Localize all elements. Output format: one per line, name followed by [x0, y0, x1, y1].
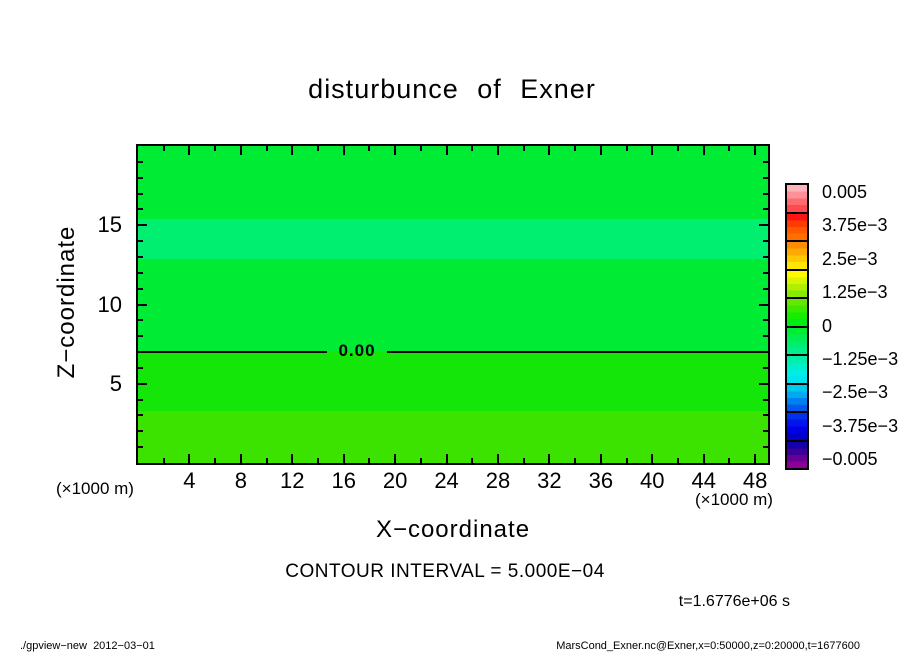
- x-major-tick: [600, 454, 602, 463]
- y-minor-tick: [138, 272, 143, 274]
- footer-file-text: MarsCond_Exner.nc@Exner,x=0:50000,z=0:20000,t=1677600: [556, 640, 860, 652]
- colorbar-box: [787, 299, 807, 328]
- x-minor-tick: [574, 146, 576, 151]
- time-text: t=1.6776e+06 s: [678, 593, 790, 610]
- x-tick-label: 48: [742, 468, 768, 493]
- colorbar: [785, 183, 809, 470]
- y-major-tick: [138, 383, 147, 385]
- x-minor-tick: [368, 458, 370, 463]
- y-minor-tick: [763, 288, 768, 290]
- x-minor-tick: [626, 146, 628, 151]
- y-minor-tick: [763, 256, 768, 258]
- x-tick-label: 4: [183, 468, 196, 493]
- y-minor-tick: [138, 430, 143, 432]
- contour-interval-text: CONTOUR INTERVAL = 5.000E−04: [285, 561, 605, 582]
- x-major-tick: [497, 146, 499, 155]
- colorbar-tick-label: 0.005: [822, 182, 868, 202]
- x-major-tick: [651, 454, 653, 463]
- x-tick-label: 44: [691, 468, 716, 493]
- x-minor-tick: [266, 458, 268, 463]
- colorbar-box: [787, 356, 807, 385]
- y-minor-tick: [138, 446, 143, 448]
- colorbar-tick-label: −0.005: [822, 449, 878, 470]
- x-major-tick: [188, 146, 190, 155]
- colorbar-tick-label: 0: [822, 315, 833, 336]
- x-tick-label: 12: [280, 468, 305, 493]
- x-minor-tick: [317, 458, 319, 463]
- x-minor-tick: [574, 458, 576, 463]
- y-minor-tick: [763, 399, 768, 401]
- y-tick-label: 10: [97, 291, 122, 317]
- colorbar-box: [787, 328, 807, 357]
- footer-command-text: ./gpview−new 2012−03−01: [20, 640, 155, 652]
- x-minor-tick: [523, 146, 525, 151]
- x-major-tick: [446, 454, 448, 463]
- y-major-tick: [138, 304, 147, 306]
- y-axis-title: Z−coordinate: [53, 225, 80, 379]
- y-minor-tick: [763, 351, 768, 353]
- x-major-tick: [291, 146, 293, 155]
- x-minor-tick: [420, 458, 422, 463]
- y-minor-tick: [763, 177, 768, 179]
- x-minor-tick: [523, 458, 525, 463]
- x-minor-tick: [728, 146, 730, 151]
- x-tick-label: 32: [537, 468, 562, 493]
- y-minor-tick: [763, 414, 768, 416]
- y-minor-tick: [763, 208, 768, 210]
- y-minor-tick: [138, 256, 143, 258]
- y-minor-tick: [138, 351, 143, 353]
- x-major-tick: [188, 454, 190, 463]
- y-major-tick: [759, 224, 768, 226]
- x-major-tick: [394, 146, 396, 155]
- y-minor-tick: [138, 161, 143, 163]
- x-tick-label: 24: [434, 468, 459, 493]
- x-tick-label: 8: [234, 468, 247, 493]
- y-minor-tick: [763, 319, 768, 321]
- y-minor-tick: [138, 288, 143, 290]
- x-minor-tick: [471, 458, 473, 463]
- y-minor-tick: [763, 193, 768, 195]
- colorbar-box: [787, 185, 807, 214]
- colorbar-tick-label: −1.25e−3: [822, 349, 899, 369]
- x-major-tick: [240, 146, 242, 155]
- y-major-tick: [759, 383, 768, 385]
- x-major-tick: [240, 454, 242, 463]
- plot-title: disturbunce of Exner: [308, 74, 596, 104]
- y-axis-unit: (×1000 m): [56, 479, 134, 498]
- zero-contour-label: 0.00: [338, 341, 376, 360]
- y-minor-tick: [138, 193, 143, 195]
- y-tick-label: 15: [97, 212, 122, 238]
- x-major-tick: [497, 454, 499, 463]
- x-major-tick: [754, 146, 756, 155]
- y-minor-tick: [138, 367, 143, 369]
- x-major-tick: [291, 454, 293, 463]
- x-tick-label: 40: [640, 468, 665, 493]
- colorbar-tick-label: 1.25e−3: [822, 282, 888, 303]
- y-minor-tick: [763, 367, 768, 369]
- x-major-tick: [600, 146, 602, 155]
- x-minor-tick: [420, 146, 422, 151]
- colorbar-tick-label: −2.5e−3: [822, 382, 889, 403]
- colorbar-tick-label: 2.5e−3: [822, 248, 878, 269]
- x-major-tick: [343, 146, 345, 155]
- x-major-tick: [651, 146, 653, 155]
- x-axis-title: X−coordinate: [375, 516, 531, 543]
- x-axis-unit: (×1000 m): [695, 490, 773, 509]
- colorbar-box: [787, 442, 807, 469]
- x-major-tick: [548, 146, 550, 155]
- x-major-tick: [343, 454, 345, 463]
- x-minor-tick: [677, 146, 679, 151]
- x-minor-tick: [317, 146, 319, 151]
- y-minor-tick: [138, 399, 143, 401]
- colorbar-box: [787, 214, 807, 243]
- x-major-tick: [394, 454, 396, 463]
- x-minor-tick: [214, 146, 216, 151]
- x-major-tick: [703, 146, 705, 155]
- y-minor-tick: [138, 240, 143, 242]
- x-major-tick: [754, 454, 756, 463]
- x-tick-label: 16: [331, 468, 356, 493]
- x-tick-label: 28: [485, 468, 511, 493]
- x-major-tick: [548, 454, 550, 463]
- colorbar-box: [787, 271, 807, 300]
- x-tick-label: 20: [382, 468, 408, 493]
- x-minor-tick: [728, 458, 730, 463]
- colorbar-box: [787, 413, 807, 442]
- x-minor-tick: [163, 146, 165, 151]
- y-tick-label: 5: [109, 370, 122, 396]
- y-minor-tick: [138, 177, 143, 179]
- x-minor-tick: [163, 458, 165, 463]
- x-tick-label: 36: [588, 468, 614, 493]
- x-minor-tick: [677, 458, 679, 463]
- y-minor-tick: [763, 335, 768, 337]
- y-major-tick: [759, 304, 768, 306]
- tick-layer: [138, 146, 768, 463]
- colorbar-box: [787, 242, 807, 271]
- y-minor-tick: [763, 161, 768, 163]
- y-major-tick: [138, 224, 147, 226]
- colorbar-box: [787, 385, 807, 414]
- x-major-tick: [446, 146, 448, 155]
- y-minor-tick: [138, 414, 143, 416]
- y-minor-tick: [763, 430, 768, 432]
- y-minor-tick: [763, 446, 768, 448]
- x-minor-tick: [626, 458, 628, 463]
- x-minor-tick: [214, 458, 216, 463]
- y-minor-tick: [138, 335, 143, 337]
- y-minor-tick: [138, 319, 143, 321]
- y-minor-tick: [763, 240, 768, 242]
- y-minor-tick: [763, 272, 768, 274]
- x-major-tick: [703, 454, 705, 463]
- x-minor-tick: [368, 146, 370, 151]
- colorbar-tick-label: −3.75e−3: [822, 415, 899, 436]
- plot-area: [136, 144, 770, 465]
- x-minor-tick: [471, 146, 473, 151]
- x-minor-tick: [266, 146, 268, 151]
- colorbar-tick-label: 3.75e−3: [822, 215, 888, 236]
- y-minor-tick: [138, 208, 143, 210]
